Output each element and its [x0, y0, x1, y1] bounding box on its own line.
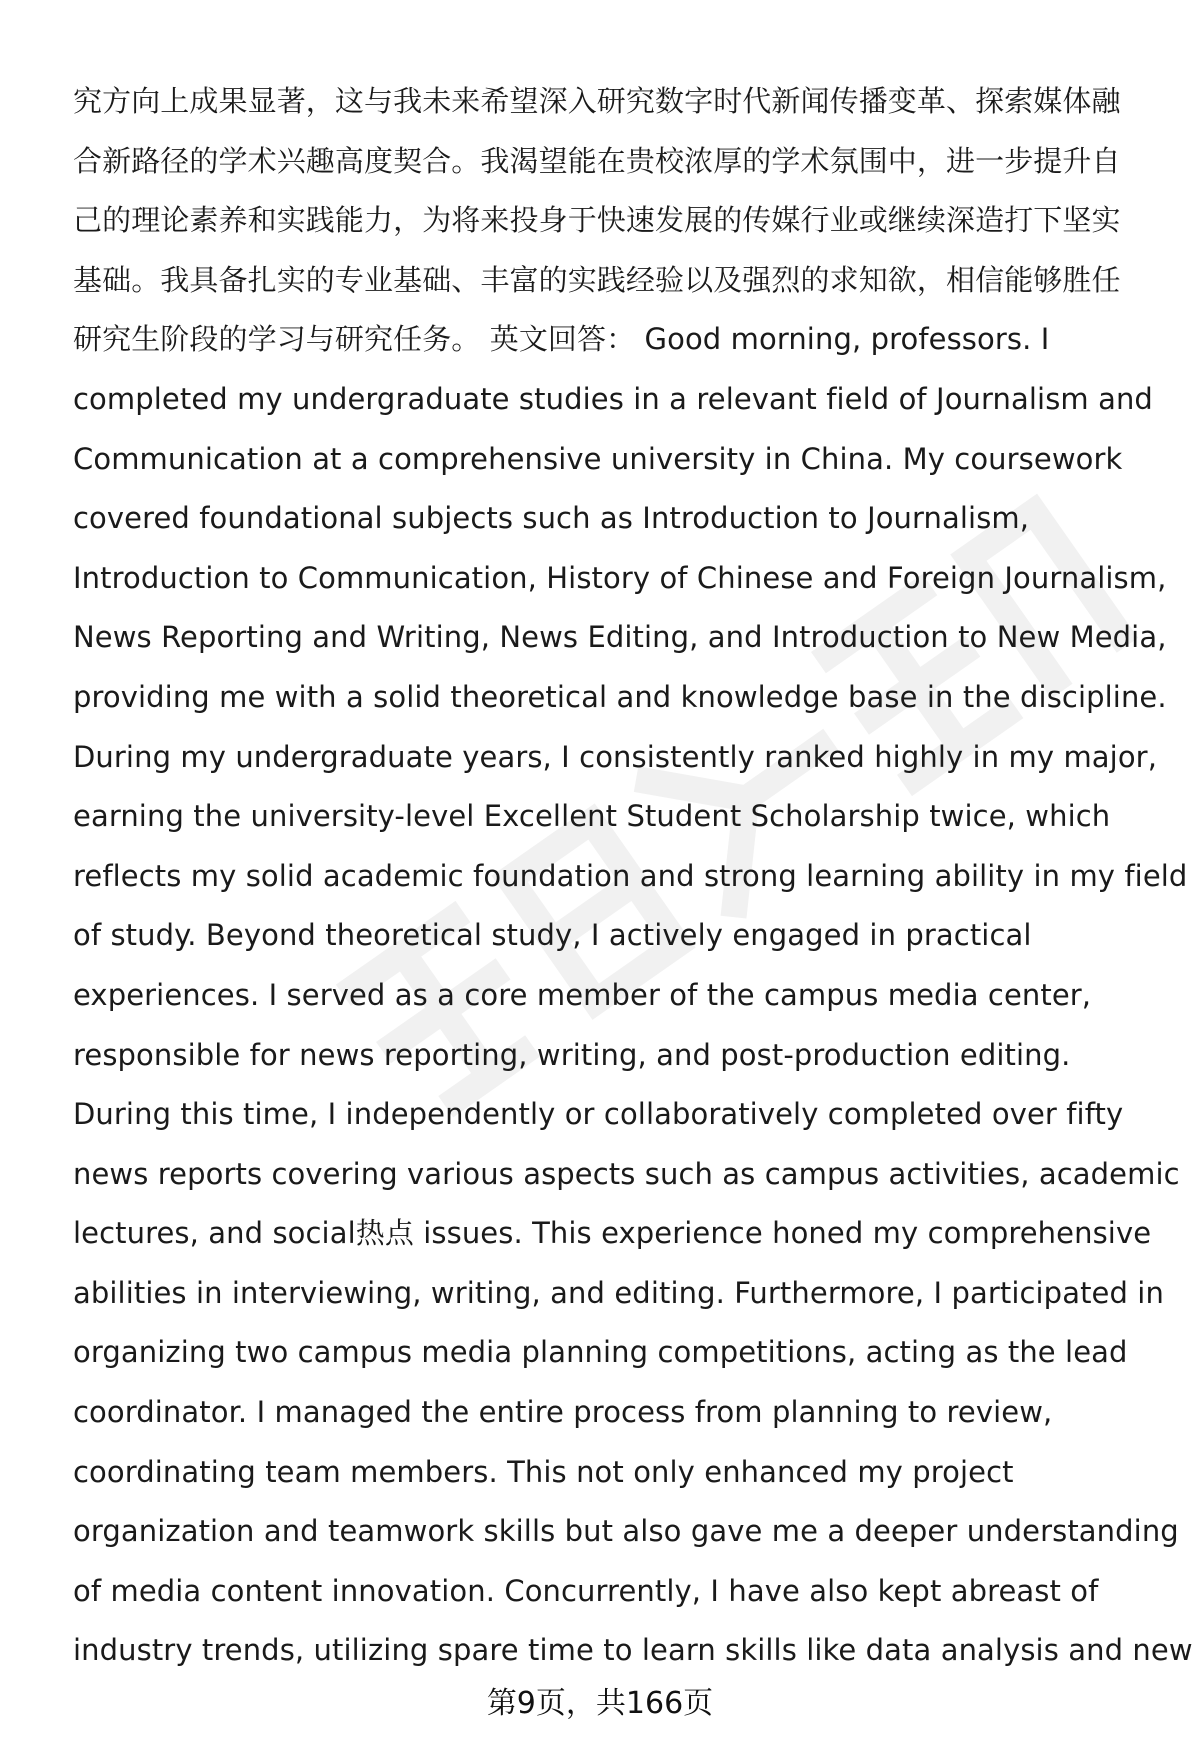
text-line: 究方向上成果显著，这与我未来希望深入研究数字时代新闻传播变革、探索媒体融: [73, 84, 1121, 118]
text-line: abilities in interviewing, writing, and editing. Furthermore, I participated in: [73, 1275, 1164, 1310]
text-line: 合新路径的学术兴趣高度契合。我渴望能在贵校浓厚的学术氛围中，进一步提升自: [73, 143, 1121, 178]
page-number-footer: 第9页，共166页: [486, 1686, 714, 1721]
text-line: 基础。我具备扎实的专业基础、丰富的实践经验以及强烈的求知欲，相信能够胜任: [73, 262, 1121, 297]
text-line: coordinating team members. This not only enhanced my project: [73, 1454, 1014, 1489]
text-line: lectures, and social热点 issues. This experience honed my comprehensive: [73, 1216, 1152, 1251]
text-line: completed my undergraduate studies in a relevant field of Journalism and: [73, 381, 1153, 416]
text-line: of media content innovation. Concurrently, I have also kept abreast of: [73, 1573, 1099, 1608]
text-line: of study. Beyond theoretical study, I actively engaged in practical: [73, 918, 1032, 953]
text-line: providing me with a solid theoretical and knowledge base in the discipline.: [73, 679, 1167, 714]
text-line: covered foundational subjects such as Introduction to Journalism,: [73, 501, 1030, 536]
text-line: earning the university-level Excellent Student Scholarship twice, which: [73, 799, 1111, 834]
text-line: reflects my solid academic foundation and strong learning ability in my field: [73, 858, 1188, 893]
document-body: [73, 72, 1193, 1681]
text-line: coordinator. I managed the entire process from planning to review,: [73, 1395, 1053, 1430]
text-line: industry trends, utilizing spare time to learn skills like data analysis and new: [73, 1633, 1193, 1668]
text-line: news reports covering various aspects such as campus activities, academic: [73, 1156, 1180, 1191]
text-line: Communication at a comprehensive university in China. My coursework: [73, 441, 1123, 476]
text-line: responsible for news reporting, writing, and post-production editing.: [73, 1037, 1071, 1072]
text-line: organizing two campus media planning competitions, acting as the lead: [73, 1335, 1128, 1370]
text-line: organization and teamwork skills but also gave me a deeper understanding: [73, 1514, 1179, 1549]
text-line: 己的理论素养和实践能力，为将来投身于快速发展的传媒行业或继续深造打下坚实: [73, 203, 1121, 238]
text-line: During my undergraduate years, I consistently ranked highly in my major,: [73, 739, 1158, 774]
text-line: experiences. I served as a core member of the campus media center,: [73, 977, 1092, 1012]
text-line: News Reporting and Writing, News Editing, and Introduction to New Media,: [73, 620, 1167, 655]
text-line: Introduction to Communication, History of Chinese and Foreign Journalism,: [73, 560, 1167, 595]
text-line: 研究生阶段的学习与研究任务。 英文回答： Good morning, professors. I: [73, 322, 1050, 357]
text-line: During this time, I independently or collaboratively completed over fifty: [73, 1097, 1124, 1132]
